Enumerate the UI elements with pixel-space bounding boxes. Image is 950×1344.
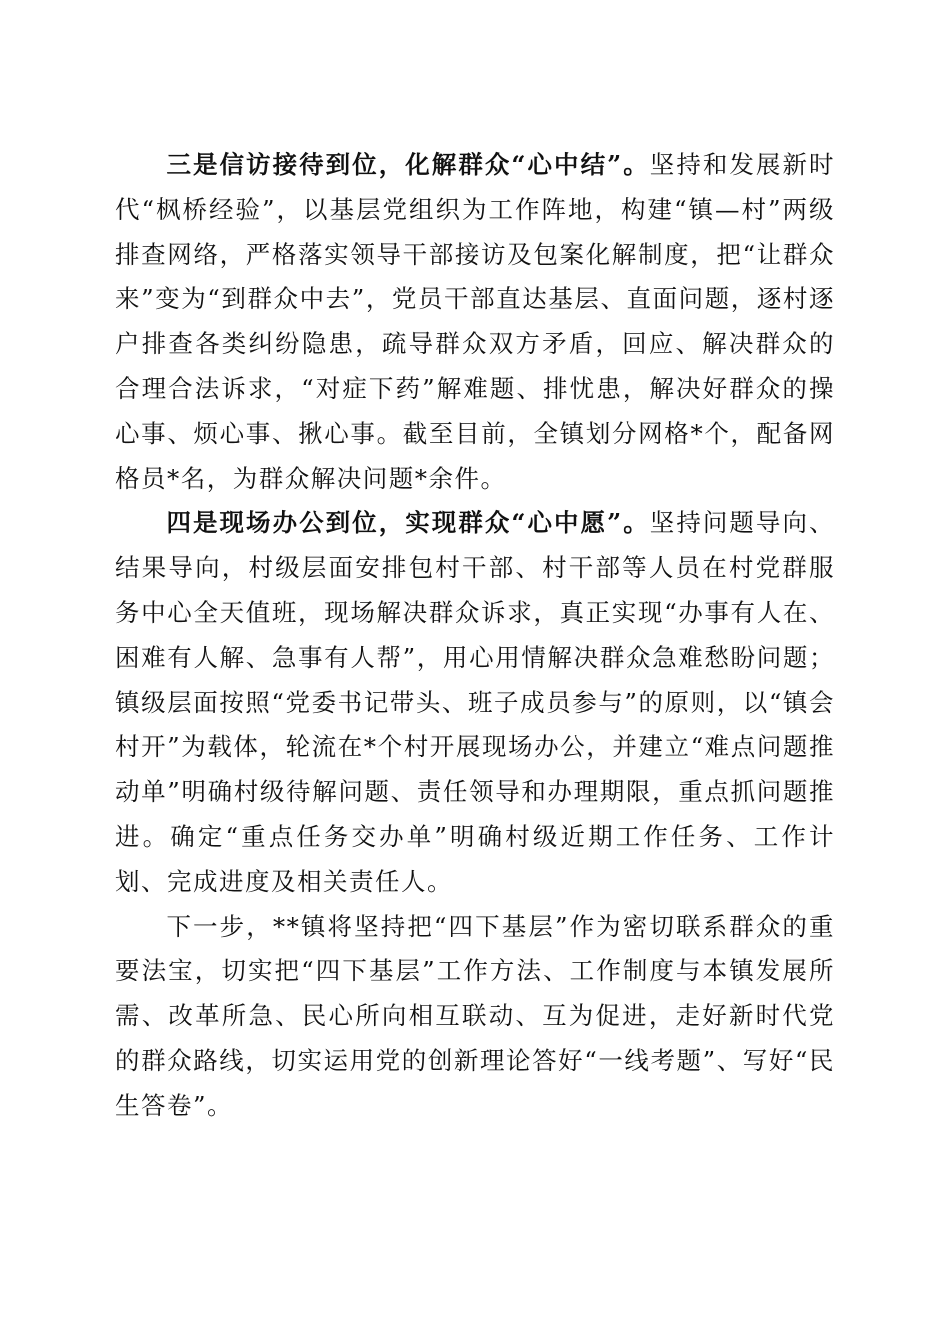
paragraph-body-text: 坚持问题导向、结果导向，村级层面安排包村干部、村干部等人员在村党群服务中心全天值班，现场解决群众诉求，真正实现“办事有人在、困难有人解、急事有人帮”，用心用情解决群众急难愁盼问题；镇级层面按照“党委书记带头、班子成员参与”的原则，以“镇会村开”为载体，轮流在*个村开展现场办公，并建立“难点问题推动单”明确村级待解问题、责任领导和办理期限，重点抓问题推进。确定“重点任务交办单”明确村级近期工作任务、工作计划、完成进度及相关责任人。 bbox=[115, 508, 836, 896]
document-body bbox=[115, 143, 835, 1129]
paragraph-body-text: 坚持和发展新时代“枫桥经验”，以基层党组织为工作阵地，构建“镇—村”两级排查网络，严格落实领导干部接访及包案化解制度，把“让群众来”变为“到群众中去”，党员干部直达基层、直面问题，逐村逐户排查各类纠纷隐患，疏导群众双方矛盾，回应、解决群众的合理合法诉求，“对症下药”解难题、排忧患，解决好群众的操心事、烦心事、揪心事。截至目前，全镇划分网格*个，配备网格员*名，为群众解决问题*余件。 bbox=[115, 150, 836, 493]
paragraph-lead-heading: 四是现场办公到位，实现群众“心中愿”。 bbox=[166, 508, 650, 538]
paragraph-next-steps bbox=[115, 905, 835, 1129]
paragraph-onsite-office bbox=[115, 501, 835, 904]
paragraph-lead-heading: 三是信访接待到位，化解群众“心中结”。 bbox=[166, 150, 650, 179]
paragraph-body-text: 下一步，**镇将坚持把“四下基层”作为密切联系群众的重要法宝，切实把“四下基层”工作方法、工作制度与本镇发展所需、改革所急、民心所向相互联动、互为促进，走好新时代党的群众路线，切实运用党的创新理论答好“一线考题”、写好“民生答卷”。 bbox=[115, 911, 835, 1120]
paragraph-petition-reception bbox=[115, 143, 835, 501]
